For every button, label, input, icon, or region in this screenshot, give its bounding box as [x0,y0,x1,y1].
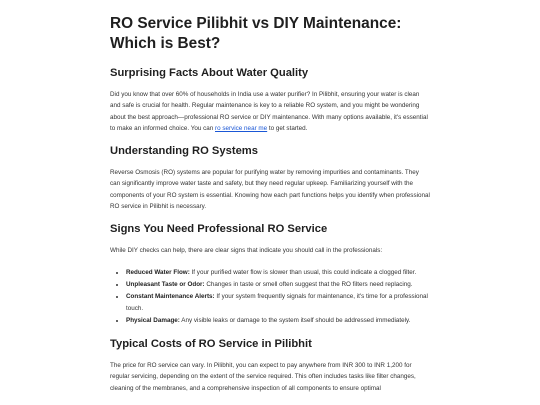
paragraph-text: Did you know that over 60% of households in India use a water purifier? In Pilibhit, ensuring your water is clean and safe is crucial for health. Regular maintenance is key to a reliable RO system, and you might be wondering about the best approach—professional RO service or DIY maintenance. With many options available, it's essential to make an informed choice. You can [110,91,428,132]
list-item-text: Any visible leaks or damage to the system itself should be addressed immediately. [179,316,411,324]
section-intro-signs: While DIY checks can help, there are clear signs that indicate you should call in the professionals: [110,247,383,255]
list-item [126,279,430,290]
list-item-label: Reduced Water Flow: [126,268,190,276]
section-paragraph-understanding-ro: Reverse Osmosis (RO) systems are popular for purifying water by removing impurities and contaminants. They can significantly improve water taste and safety, but they need regular upkeep. Familiarizing yourself with the components of your RO system is essential. Knowing how each part functions helps you identify when professional RO service in Pilibhit is necessary. [110,169,430,211]
list-item-text: Changes in taste or smell often suggest that the RO filters need replacing. [204,280,413,288]
list-item-text: If your system frequently signals for maintenance, it's time for a professional touch. [126,293,428,312]
list-item-text: If your purified water flow is slower than usual, this could indicate a clogged filter. [189,268,417,276]
article [110,14,430,404]
page-title: RO Service Pilibhit vs DIY Maintenance: Which is Best? [110,15,402,52]
section-heading-understanding-ro: Understanding RO Systems [110,145,258,158]
list-item-label: Physical Damage: [126,316,180,324]
section-paragraph-water-facts [110,89,430,134]
list-item [126,291,430,314]
signs-list [110,267,430,326]
list-item-label: Constant Maintenance Alerts: [126,293,215,301]
section-heading-signs: Signs You Need Professional RO Service [110,223,328,236]
list-item [126,315,430,326]
ro-service-near-me-link[interactable]: ro service near me [215,124,268,132]
section-heading-water-facts: Surprising Facts About Water Quality [110,67,309,79]
paragraph-text-end: to get started. [267,124,308,132]
section-paragraph-costs: The price for RO service can vary. In Pilibhit, you can expect to pay anywhere from INR 300 to INR 1,200 for regular servicing, depending on the extent of the service required. This often includes tasks like filter changes, cleaning of the membranes, and a comprehensive inspection of all components to ensure optimal [110,362,416,392]
list-item-label: Unpleasant Taste or Odor: [126,280,205,288]
list-item [126,267,430,278]
section-heading-costs: Typical Costs of RO Service in Pilibhit [110,338,312,351]
